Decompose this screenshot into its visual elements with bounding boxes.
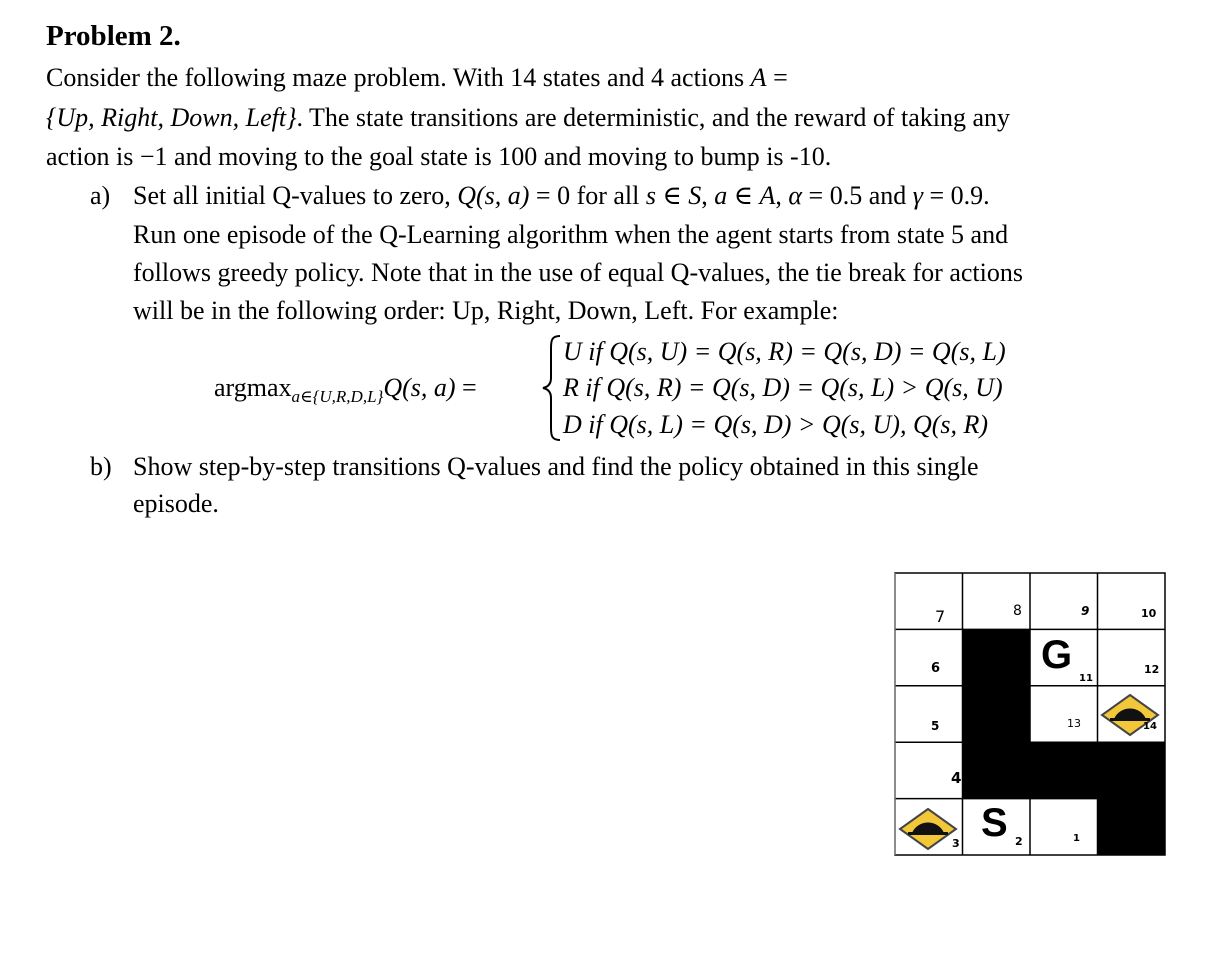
case-right: R if Q(s, R) = Q(s, D) = Q(s, L) > Q(s, U) <box>563 373 1003 402</box>
intro-line-3 <box>46 141 831 173</box>
step-reward: −1 <box>139 142 168 171</box>
intro-text: and moving to the goal state is 100 and moving to bump is -10. <box>167 142 832 171</box>
var-s: s <box>645 181 656 210</box>
part-b-line-2: episode. <box>133 489 219 518</box>
state-8-label: 8 <box>1013 603 1022 619</box>
part-a-line-2: Run one episode of the Q-Learning algorithm when the agent starts from state 5 and <box>133 220 1009 249</box>
argmax-expression <box>214 372 477 413</box>
case-down: D if Q(s, L) = Q(s, D) > Q(s, U), Q(s, R) <box>563 410 989 439</box>
var-gamma: γ <box>912 181 923 210</box>
var-A: A <box>759 181 776 210</box>
left-brace <box>540 334 562 442</box>
text: = 0.9. <box>923 181 990 210</box>
text: = 0.5 and <box>802 181 913 210</box>
text: Set all initial Q-values to zero, <box>133 181 458 210</box>
text: , <box>701 181 715 210</box>
intro-text: . The state transitions are deterministic, and the reward of taking any <box>296 103 1011 132</box>
state-9-label: 9 <box>1081 604 1090 618</box>
text: ∈ <box>656 181 689 210</box>
var-a: a <box>714 181 728 210</box>
state-6-label: 6 <box>931 661 941 676</box>
maze-grid <box>895 573 1165 855</box>
state-11-label: 11 <box>1079 673 1093 684</box>
action-set: {Up, Right, Down, Left} <box>46 103 297 132</box>
state-3-label: 3 <box>952 837 960 850</box>
goal-letter: G <box>1041 633 1073 677</box>
text: = 0 for all <box>529 181 646 210</box>
action-set-symbol: A <box>750 63 767 92</box>
case-up: U if Q(s, U) = Q(s, R) = Q(s, D) = Q(s, L) <box>563 337 1006 366</box>
text: ∈ <box>727 181 760 210</box>
equals: = <box>455 373 477 402</box>
part-a-line-1 <box>133 180 990 212</box>
part-b-line-1: Show step-by-step transitions Q-values and find the policy obtained in this single <box>133 452 979 481</box>
q-expression: Q(s, a) <box>457 181 530 210</box>
intro-line-1 <box>46 62 788 94</box>
start-letter: S <box>981 801 1008 845</box>
equals: = <box>766 63 788 92</box>
var-alpha: α <box>788 181 803 210</box>
intro-line-2 <box>46 102 1010 134</box>
intro-text: Consider the following maze problem. With 14 states and 4 actions <box>46 63 751 92</box>
state-12-label: 12 <box>1144 663 1160 676</box>
part-b-marker: b) <box>90 452 112 481</box>
state-4-label: 4 <box>951 769 962 787</box>
state-10-label: 10 <box>1141 607 1157 620</box>
q-sa: Q(s, a) <box>383 373 456 402</box>
part-a-line-4: will be in the following order: Up, Right, Down, Left. For example: <box>133 296 839 325</box>
state-2-label: 2 <box>1015 835 1023 848</box>
var-S: S <box>688 181 702 210</box>
intro-text: action is <box>46 142 140 171</box>
part-a-marker: a) <box>90 181 111 210</box>
bump-sign-icon <box>898 807 958 851</box>
problem-title: Problem 2. <box>46 20 181 52</box>
state-13-label: 13 <box>1067 717 1081 730</box>
state-1-label: 1 <box>1073 833 1080 844</box>
text: , <box>775 181 789 210</box>
argmax-subscript: a∈{U,R,D,L} <box>291 387 384 407</box>
part-a-line-3: follows greedy policy. Note that in the use of equal Q-values, the tie break for actions <box>133 258 1023 287</box>
state-14-label: 14 <box>1143 721 1157 732</box>
argmax-label: argmax <box>214 373 292 402</box>
state-5-label: 5 <box>931 719 940 733</box>
state-7-label: 7 <box>935 607 946 626</box>
